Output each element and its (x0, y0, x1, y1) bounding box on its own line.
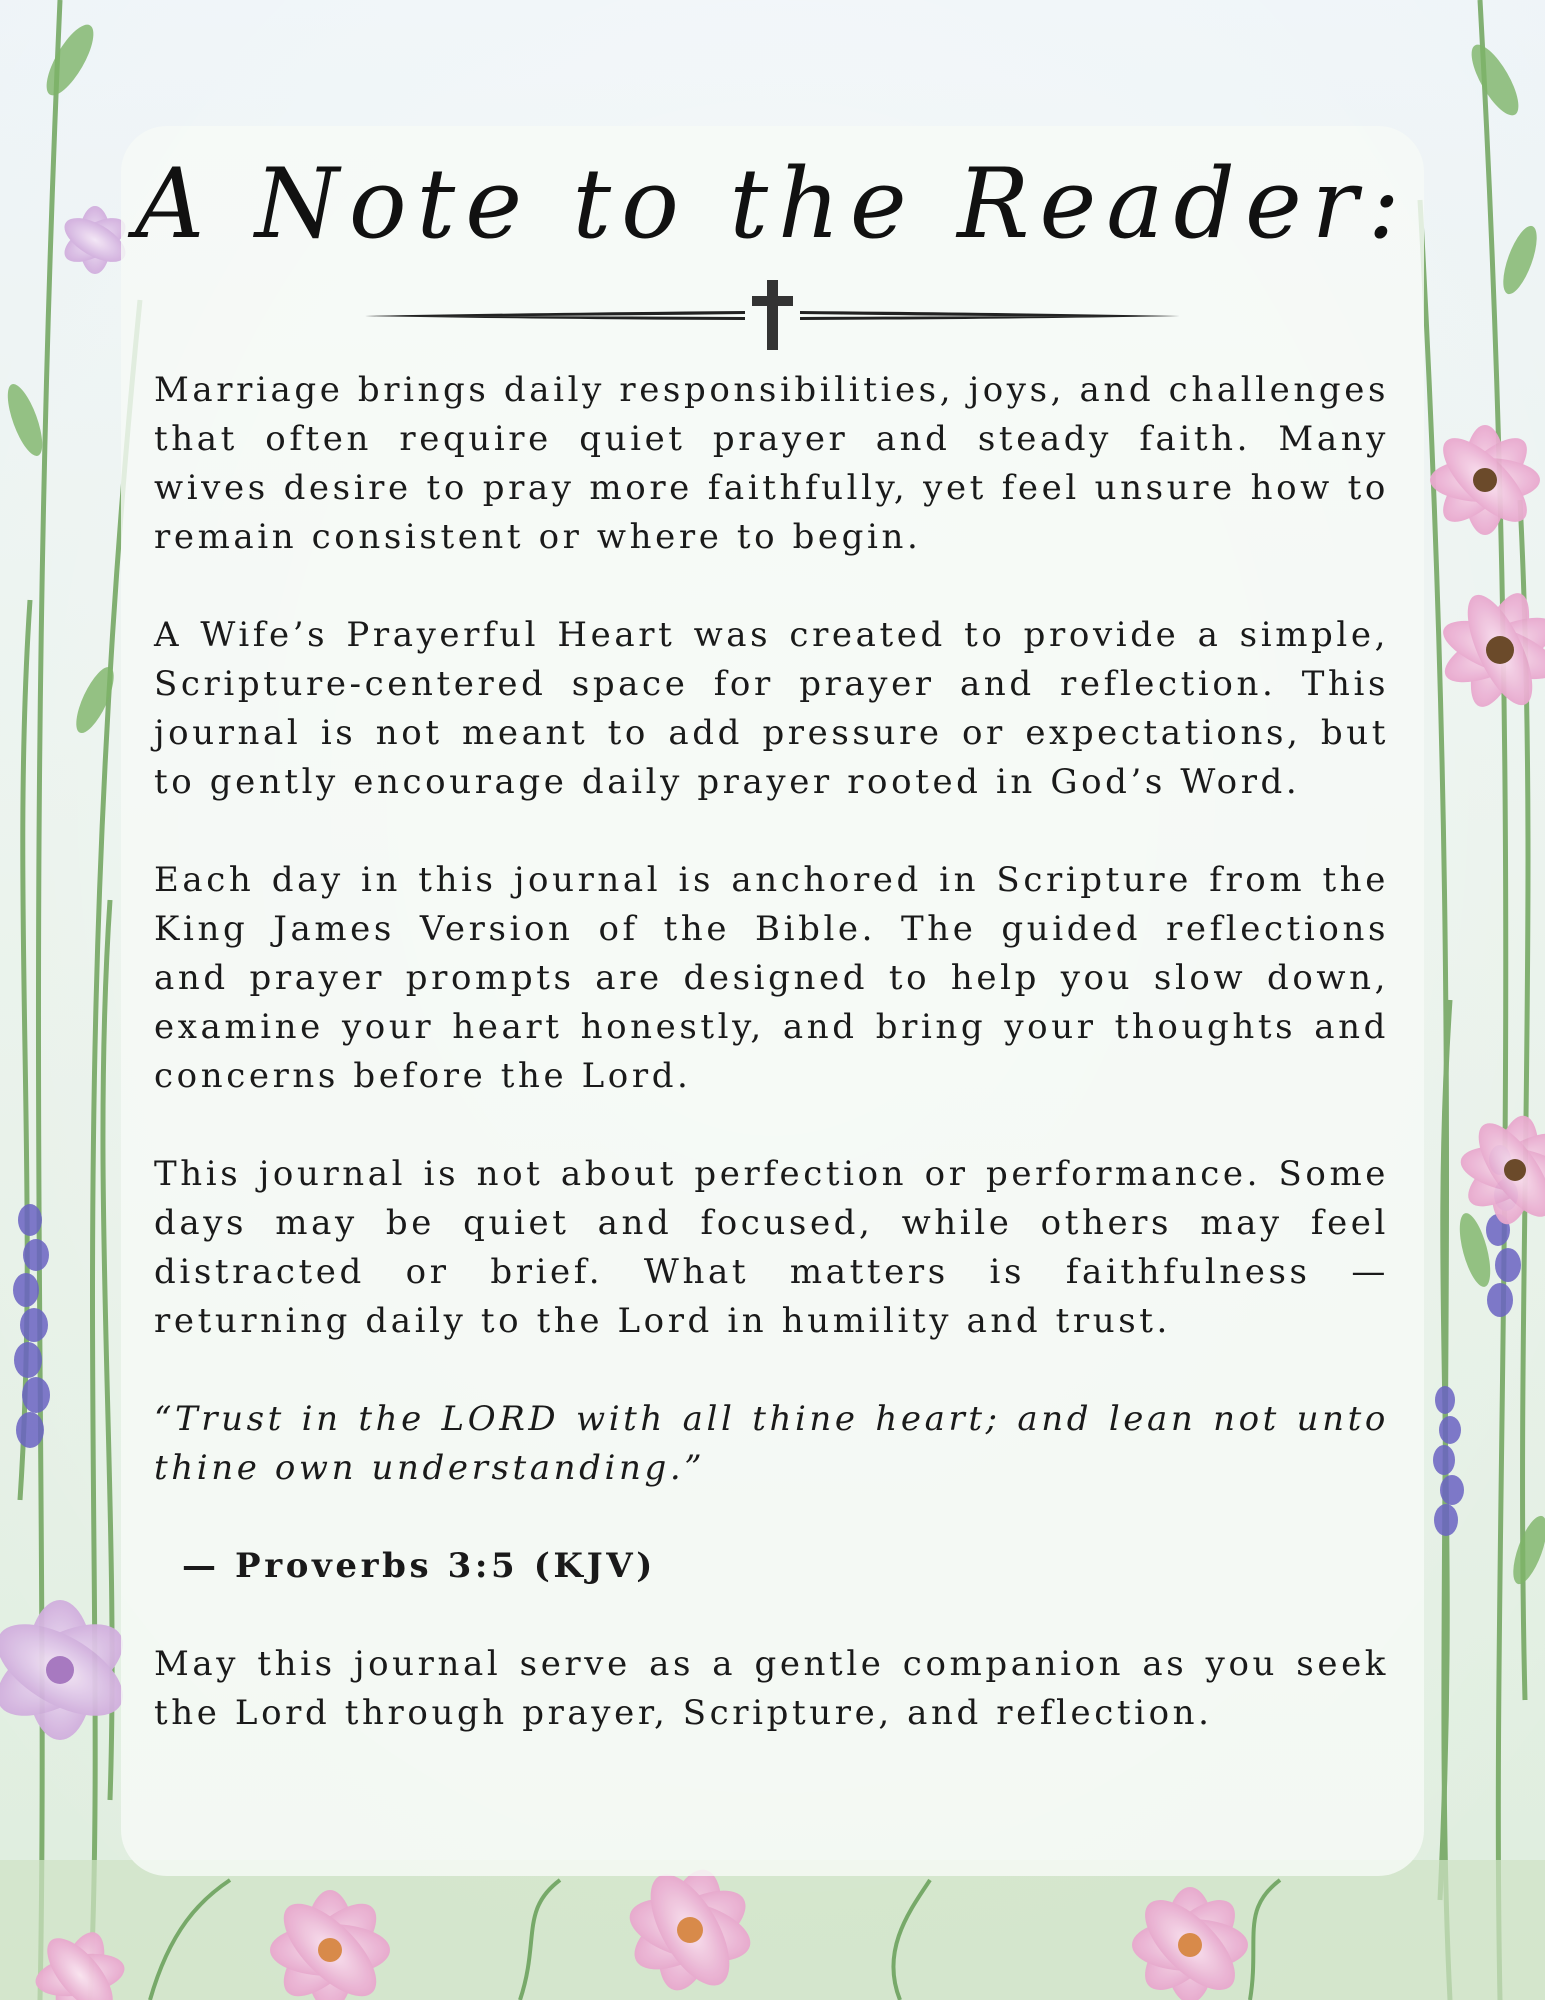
paragraph: A Wife’s Prayerful Heart was created to provide a simple, Scripture-centered space for prayer and reflection. This journal is not meant to add pressure or expectations, but to gently encourage daily prayer rooted in God’s Word. (154, 615, 1389, 802)
paragraph: Each day in this journal is anchored in Scripture from the King James Version of the Bible. The guided reflections and prayer prompts are designed to help you slow down, examine your heart honestly, and bring your thoughts and concerns before the Lord. (154, 860, 1389, 1096)
scripture-quote: “Trust in the LORD with all thine heart; and lean not unto thine own understanding.” (154, 1399, 1389, 1488)
page-title: A Note to the Reader: (135, 148, 1410, 260)
scripture-reference: — Proverbs 3:5 (KJV) (182, 1546, 656, 1586)
cross-icon (752, 280, 793, 350)
paragraph: Marriage brings daily responsibilities, joys, and challenges that often require quiet prayer and steady faith. Many wives desire to pray more faithfully, yet feel unsure how to remain consistent or where to begin. (154, 370, 1389, 557)
cross-divider (365, 280, 1180, 350)
paragraph: This journal is not about perfection or performance. Some days may be quiet and focused, while others may feel distracted or brief. What matters is faithfulness — returning daily to the Lord in humility and trust. (154, 1154, 1389, 1341)
note-body (154, 366, 1389, 1787)
closing-paragraph: May this journal serve as a gentle companion as you seek the Lord through prayer, Scripture, and reflection. (154, 1644, 1389, 1733)
